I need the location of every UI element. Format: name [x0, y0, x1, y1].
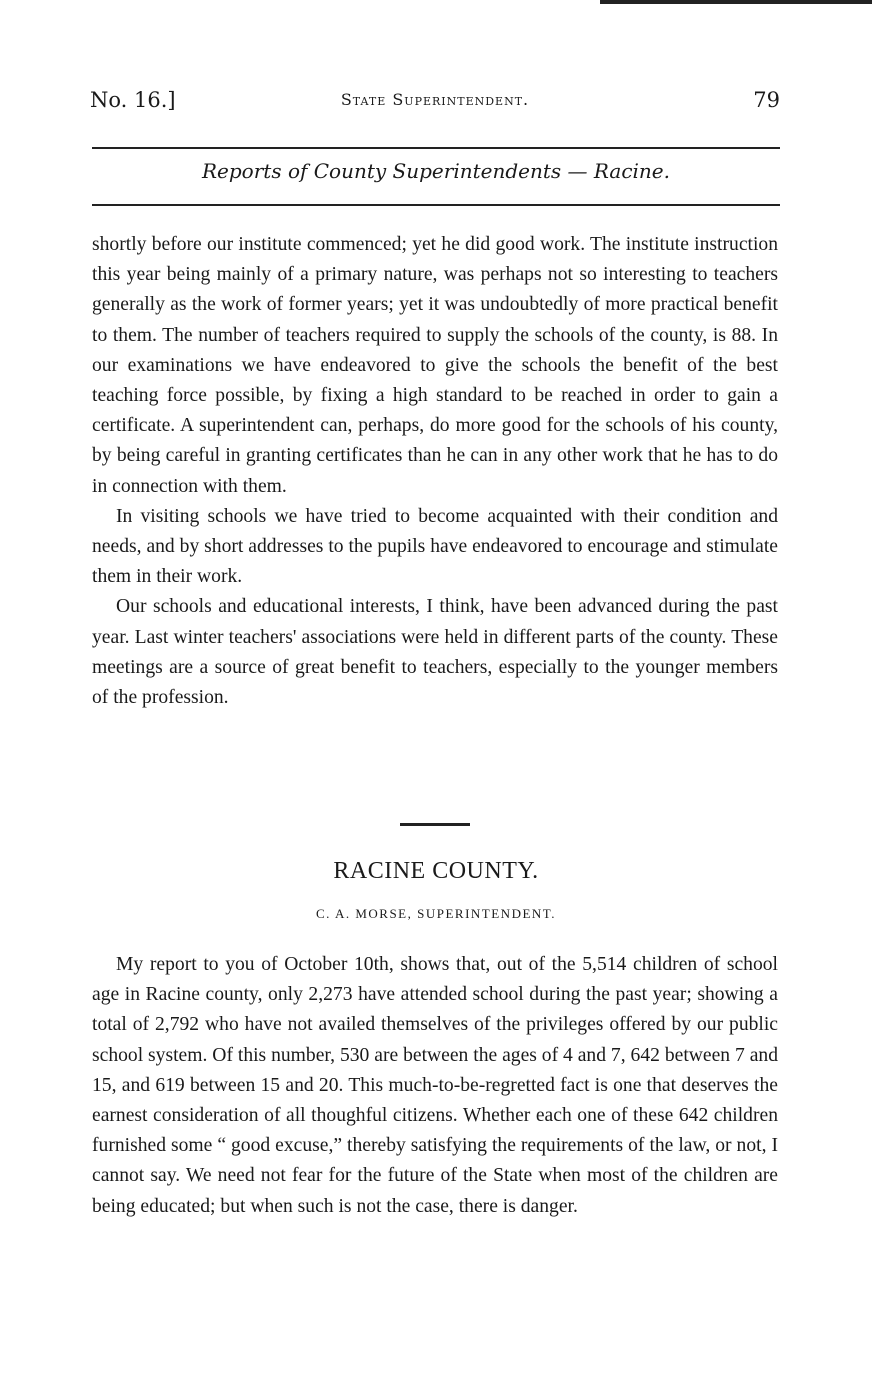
subheading-rule: [92, 204, 780, 206]
paragraph: Our schools and educational interests, I think, have been advanced during the past year. Last winter teachers' associations were held in different parts of the county. These meetings are a source of great benefit to teachers, especially to the younger members of the profession.: [92, 596, 778, 709]
body-text: [92, 230, 778, 713]
page-number: 79: [753, 88, 780, 112]
document-number: No. 16.]: [90, 88, 176, 112]
header-rule: [92, 147, 780, 149]
running-title: State Superintendent.: [340, 90, 530, 109]
running-header: [90, 88, 780, 118]
paragraph: My report to you of October 10th, shows that, out of the 5,514 children of school age in Racine county, only 2,273 have attended school during the past year; showing a total of 2,792 who have not availed themselves of the privileges offered by our public school system. Of this number, 530 are between the ages of 4 and 7, 642 between 7 and 15, and 619 between 15 and 20. This much-to-be-regretted fact is one that deserves the earnest consideration of all thoughful citizens. Whether each one of these 642 children furnished some “ good excuse,” thereby satisfying the requirements of the law, or not, I cannot say. We need not fear for the future of the State when most of the children are being educated; but when such is not the case, there is danger.: [92, 954, 778, 1217]
paragraph: shortly before our institute commenced; yet he did good work. The institute instruction this year being mainly of a primary nature, was perhaps not so interesting to teachers generally as the work of former years; yet it was undoubtedly of more practical benefit to them. The number of teachers required to supply the schools of the county, is 88. In our examinations we have endeavored to give the schools the benefit of the best teaching force possible, by fixing a high standard to be reached in order to gain a certificate. A superintendent can, perhaps, do more good for the schools of his county, by being careful in granting certificates than he can in any other work that he has to do in connection with them.: [92, 234, 778, 497]
section-title: RACINE COUNTY.: [333, 858, 539, 884]
section-separator: [400, 823, 470, 826]
section-body-text: [92, 950, 778, 1222]
top-edge-rule: [600, 0, 872, 4]
section-byline: C. A. MORSE, SUPERINTENDENT.: [315, 906, 557, 921]
paragraph: In visiting schools we have tried to become acquainted with their condition and needs, and by short addresses to the pupils have endeavored to encourage and stimulate them in their work.: [92, 505, 778, 588]
section-subheading: Reports of County Superintendents — Racine.: [201, 159, 671, 183]
